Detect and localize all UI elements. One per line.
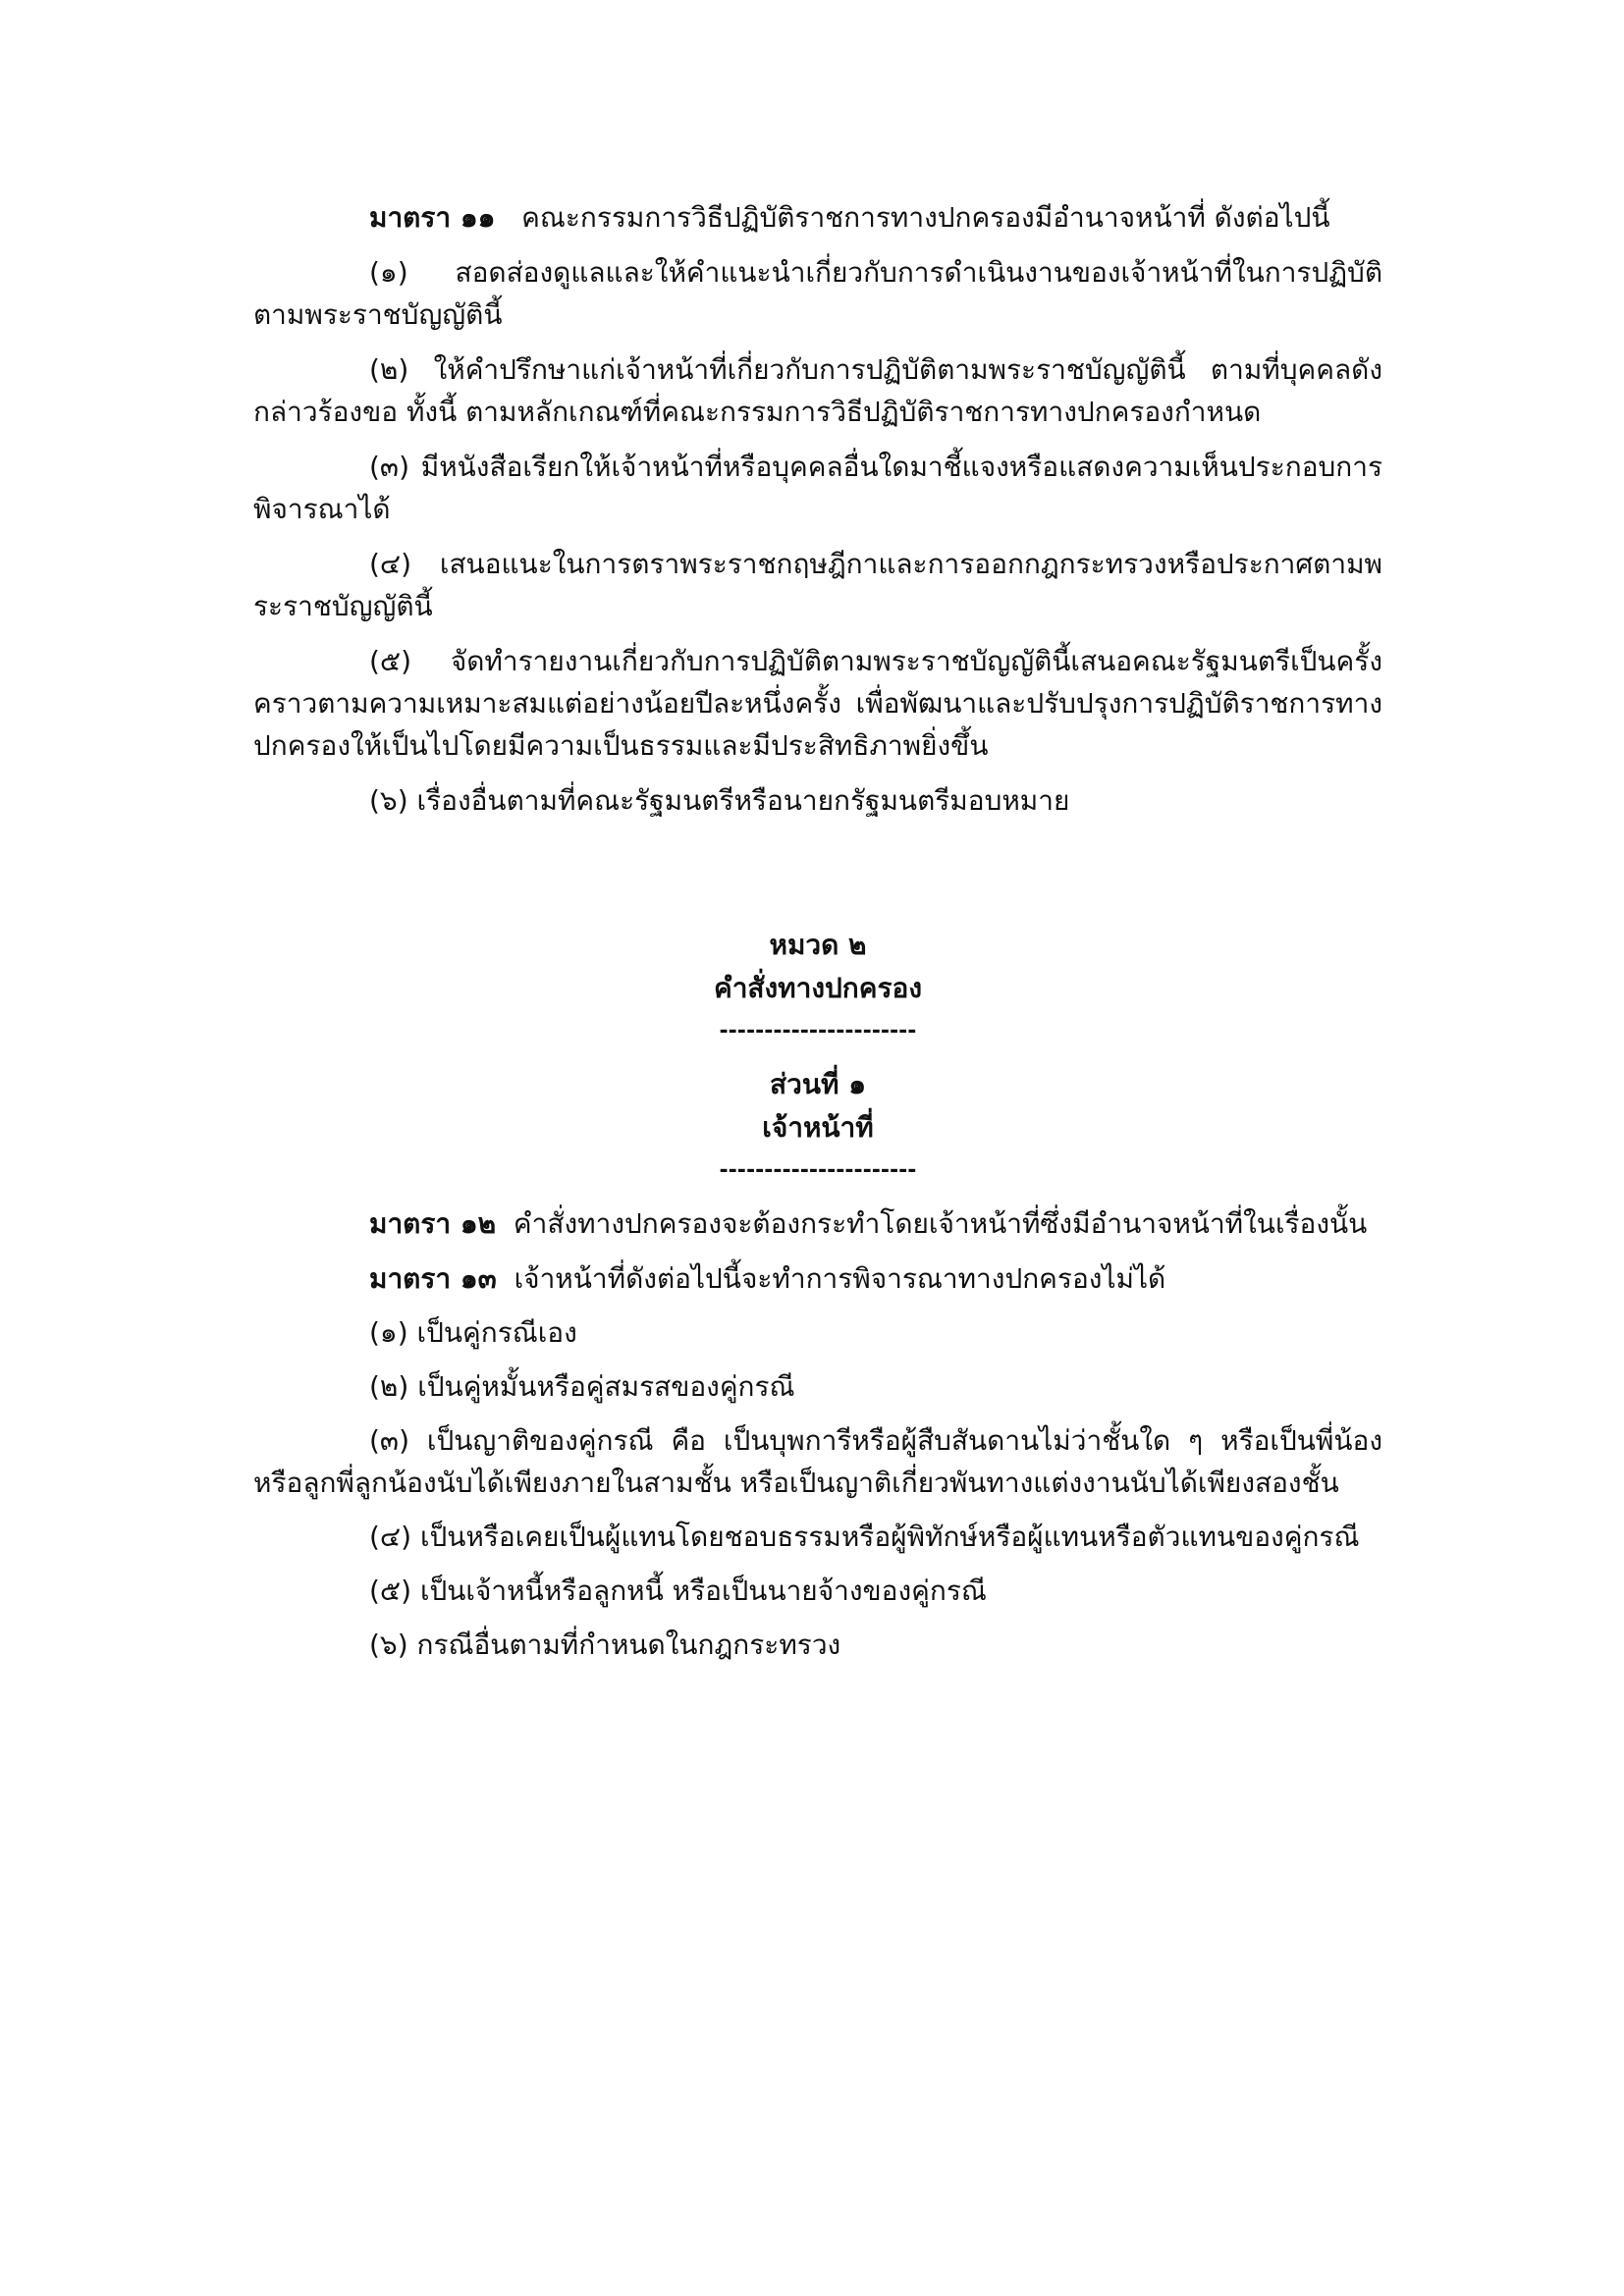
section-11-item-2: (๒) ให้คำปรึกษาแก่เจ้าหน้าที่เกี่ยวกับการปฏิบัติตามพระราชบัญญัตินี้ ตามที่บุคคลดังกล่าวร้องขอ ทั้งนี้ ตามหลักเกณฑ์ที่คณะกรรมการวิธีปฏิบัติราชการทางปกครองกำหนด [253, 353, 1382, 428]
section-13-item-2: (๒) เป็นคู่หมั้นหรือคู่สมรสของคู่กรณี [369, 1370, 795, 1403]
section-13-paragraph [253, 1257, 1382, 1300]
section-12-paragraph [253, 1202, 1382, 1245]
section-13-item-3: (๓) เป็นญาติของคู่กรณี คือ เป็นบุพการีหรือผู้สืบสันดานไม่ว่าชั้นใด ๆ หรือเป็นพี่น้องหรือลูกพี่ลูกน้องนับได้เพียงภายในสามชั้น หรือเป็นญาติเกี่ยวพันทางแต่งงานนับได้เพียงสองชั้น [253, 1424, 1382, 1499]
section-11-label: มาตรา ๑๑ [369, 201, 496, 234]
section-11-item-3: (๓) มีหนังสือเรียกให้เจ้าหน้าที่หรือบุคคลอื่นใดมาชี้แจงหรือแสดงความเห็นประกอบการพิจารณาได้ [253, 451, 1382, 525]
section-11-item-6: (๖) เรื่องอื่นตามที่คณะรัฐมนตรีหรือนายกรัฐมนตรีมอบหมาย [369, 784, 1070, 817]
chapter-heading [253, 924, 1382, 1185]
section-11-item-1: (๑) สอดส่องดูแลและให้คำแนะนำเกี่ยวกับการดำเนินงานของเจ้าหน้าที่ในการปฏิบัติตามพระราชบัญญัตินี้ [253, 256, 1382, 331]
section-13-label: มาตรา ๑๓ [369, 1262, 497, 1295]
section-12-label: มาตรา ๑๒ [369, 1207, 497, 1240]
chapter-number: หมวด ๒ [769, 929, 867, 961]
section-13-item-6: (๖) กรณีอื่นตามที่กำหนดในกฎกระทรวง [369, 1629, 841, 1661]
part-title: เจ้าหน้าที่ [762, 1111, 874, 1144]
section-13-item-5: (๕) เป็นเจ้าหนี้หรือลูกหนี้ หรือเป็นนายจ้างของคู่กรณี [369, 1575, 987, 1607]
section-13-item-4: (๔) เป็นหรือเคยเป็นผู้แทนโดยชอบธรรมหรือผู้พิทักษ์หรือผู้แทนหรือตัวแทนของคู่กรณี [369, 1521, 1360, 1553]
document-page [253, 196, 1382, 1666]
section-13-text: เจ้าหน้าที่ดังต่อไปนี้จะทำการพิจารณาทางปกครองไม่ได้ [514, 1262, 1166, 1295]
section-12-text: คำสั่งทางปกครองจะต้องกระทำโดยเจ้าหน้าที่ซึ่งมีอำนาจหน้าที่ในเรื่องนั้น [513, 1207, 1368, 1240]
part-number: ส่วนที่ ๑ [770, 1068, 866, 1100]
section-11-text: คณะกรรมการวิธีปฏิบัติราชการทางปกครองมีอำนาจหน้าที่ ดังต่อไปนี้ [521, 201, 1330, 234]
section-13-item-1: (๑) เป็นคู่กรณีเอง [369, 1316, 577, 1349]
section-11-item-4: (๔) เสนอแนะในการตราพระราชกฤษฎีกาและการออกกฎกระทรวงหรือประกาศตามพระราชบัญญัตินี้ [253, 548, 1382, 622]
chapter-title: คำสั่งทางปกครอง [713, 972, 923, 1004]
chapter-divider: ---------------------- [719, 1019, 917, 1043]
part-divider: ---------------------- [719, 1158, 917, 1183]
section-11-paragraph [253, 196, 1382, 239]
section-11-item-5: (๕) จัดทำรายงานเกี่ยวกับการปฏิบัติตามพระราชบัญญัตินี้เสนอคณะรัฐมนตรีเป็นครั้งคราวตามความเหมาะสมแต่อย่างน้อยปีละหนึ่งครั้ง เพื่อพัฒนาและปรับปรุงการปฏิบัติราชการทางปกครองให้เป็นไปโดยมีความเป็นธรรมและมีประสิทธิภาพยิ่งขึ้น [253, 645, 1382, 762]
